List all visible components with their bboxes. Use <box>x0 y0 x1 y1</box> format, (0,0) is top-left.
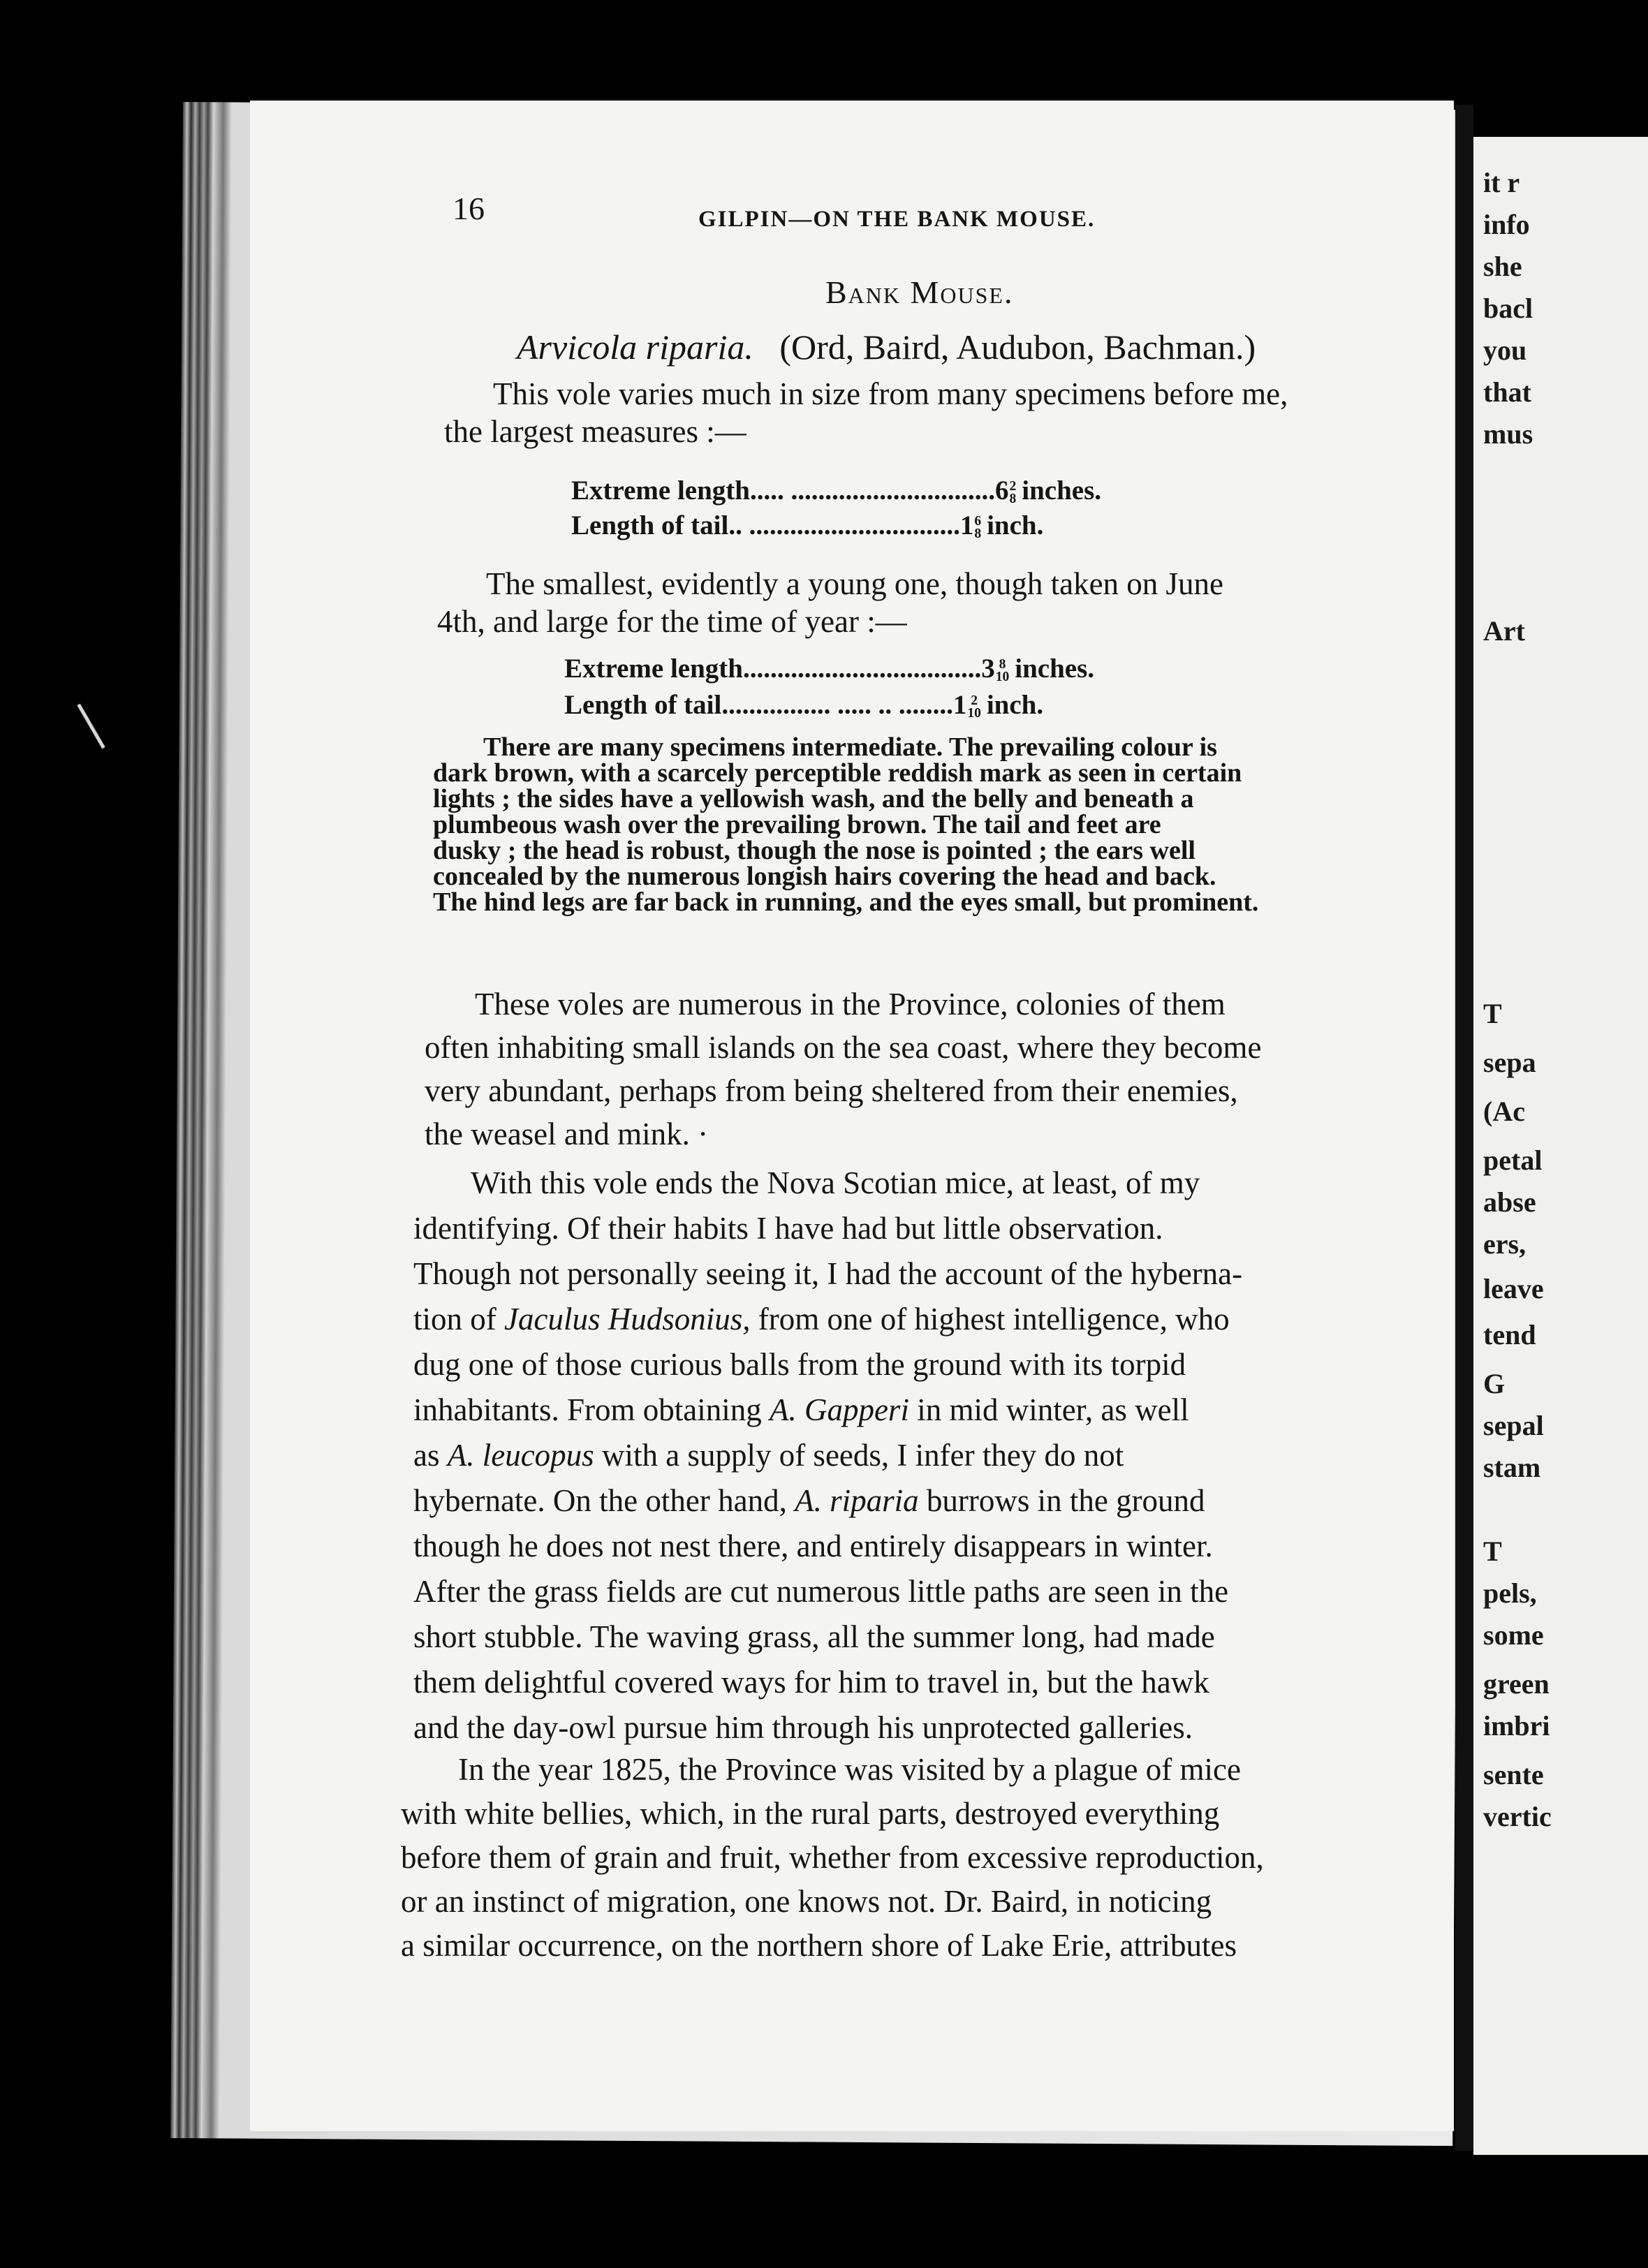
description-line: lights ; the sides have a yellowish wash, and the belly and beneath a <box>433 784 1194 813</box>
italic-taxon: A. Gapperi <box>769 1392 909 1427</box>
paragraph-line: a similar occurrence, on the northern shore of Lake Erie, attributes <box>401 1928 1237 1963</box>
measure-value <box>960 510 987 541</box>
page-number: 16 <box>453 191 485 226</box>
scan-artifact <box>77 704 105 749</box>
measure-label: Extreme length <box>564 654 743 684</box>
facing-page-fragment: mus <box>1483 418 1533 450</box>
paragraph-line: with white bellies, which, in the rural parts, destroyed everything <box>401 1796 1220 1831</box>
paragraph-line <box>413 1437 1124 1473</box>
italic-taxon: A. riparia <box>795 1483 919 1518</box>
text-run: identifying. Of their habits I have had but little observation. <box>413 1211 1163 1246</box>
leader-dots: ................................... <box>742 654 982 684</box>
paragraph-line <box>413 1528 1213 1564</box>
facing-page-fragment: G <box>1483 1368 1506 1399</box>
fraction-numerator: 2 <box>971 693 978 708</box>
paragraph-line <box>413 1619 1215 1655</box>
value-whole: 1 <box>959 510 974 540</box>
measure-unit: inch. <box>987 510 1044 540</box>
species-latin-name: Arvicola riparia. <box>517 327 753 367</box>
facing-page-fragment: it r <box>1483 167 1520 198</box>
fraction-denominator: 8 <box>974 526 982 542</box>
description-line: There are many specimens intermediate. The prevailing colour is <box>483 732 1217 762</box>
text-run: as <box>413 1438 448 1473</box>
paragraph-line <box>413 1210 1163 1246</box>
facing-page-fragment: (Ac <box>1483 1096 1525 1127</box>
facing-page-fragment: sepal <box>1483 1410 1544 1441</box>
fraction-numerator: 8 <box>999 656 1006 672</box>
measure-row <box>571 475 1101 506</box>
text-run: from one of highest intelligence, who <box>750 1302 1230 1336</box>
description-line: dusky ; the head is robust, though the nose is pointed ; the ears well <box>433 836 1195 865</box>
text-run: with a supply of seeds, I infer they do not <box>594 1438 1124 1473</box>
leader-dots: ..... .............................. <box>749 476 995 506</box>
facing-page-fragment: abse <box>1483 1186 1536 1218</box>
value-fraction <box>974 515 981 541</box>
facing-page-fragment: green <box>1483 1668 1550 1700</box>
facing-page-fragment: stam <box>1483 1452 1541 1483</box>
text-run: hybernate. On the other hand, <box>413 1483 795 1518</box>
facing-page-fragment: she <box>1483 251 1522 282</box>
italic-taxon: Jaculus Hudsonius, <box>504 1302 751 1336</box>
facing-page-fragment: ers, <box>1483 1228 1526 1260</box>
section-title: Bank Mouse. <box>825 274 1014 310</box>
measure-row <box>564 689 1043 721</box>
text-run: short stubble. The waving grass, all the summer long, had made <box>413 1619 1215 1654</box>
facing-page-fragment: pels, <box>1483 1577 1537 1609</box>
description-line: The hind legs are far back in running, and the eyes small, but prominent. <box>433 888 1259 917</box>
facing-page-fragment: that <box>1483 376 1531 408</box>
facing-page-fragment: Art <box>1483 615 1525 647</box>
text-run: inhabitants. From obtaining <box>413 1392 770 1427</box>
leader-dots: ................ ..... .. ........ <box>721 690 953 720</box>
description-line: concealed by the numerous longish hairs covering the head and back. <box>433 862 1216 891</box>
gutter-shadow <box>1455 105 1473 2151</box>
paragraph-line: before them of grain and fruit, whether from excessive reproduction, <box>401 1840 1264 1875</box>
running-title: GILPIN—ON THE BANK MOUSE. <box>698 207 1096 232</box>
paragraph-line <box>413 1664 1209 1700</box>
description-line: dark brown, with a scarcely perceptible reddish mark as seen in certain <box>433 758 1242 788</box>
text-run: With this vole ends the Nova Scotian mice, at least, of my <box>471 1165 1200 1200</box>
smallest-intro-line: The smallest, evidently a young one, though taken on June <box>486 566 1224 601</box>
intro-line: This vole varies much in size from many specimens before me, <box>493 376 1288 411</box>
fraction-denominator: 10 <box>967 706 981 721</box>
facing-page-fragment: imbri <box>1483 1710 1550 1742</box>
facing-page-fragment: sepa <box>1483 1047 1536 1078</box>
facing-page-fragment: leave <box>1483 1273 1544 1304</box>
measure-label: Length of tail <box>564 690 722 720</box>
facing-page-fragment: petal <box>1483 1144 1543 1176</box>
value-fraction <box>1009 480 1016 506</box>
species-authorities: (Ord, Baird, Audubon, Bachman.) <box>779 327 1256 367</box>
text-run: and the day-owl pursue him through his unprotected galleries. <box>413 1710 1193 1745</box>
paragraph-line: These voles are numerous in the Province, colonies of them <box>475 987 1226 1022</box>
facing-page-fragment: vertic <box>1483 1801 1552 1832</box>
paragraph-line: or an instinct of migration, one knows not. Dr. Baird, in noticing <box>401 1884 1212 1919</box>
fraction-denominator: 10 <box>995 670 1010 685</box>
facing-page-fragment: you <box>1483 334 1527 366</box>
description-line: plumbeous wash over the prevailing brown. The tail and feet are <box>433 810 1161 839</box>
text-run: though he does not nest there, and entirely disappears in winter. <box>413 1529 1213 1563</box>
measure-value <box>953 689 987 721</box>
text-run: tion of <box>413 1302 504 1336</box>
species-line <box>517 327 1256 367</box>
paragraph-line <box>413 1346 1186 1383</box>
facing-page-fragment: T <box>1483 1536 1502 1567</box>
paragraph-line: the weasel and mink. · <box>425 1117 709 1151</box>
fraction-denominator: 8 <box>1009 492 1017 507</box>
paragraph-line <box>413 1301 1230 1337</box>
paragraph-line: often inhabiting small islands on the sea coast, where they become <box>425 1030 1262 1065</box>
value-whole: 6 <box>994 476 1009 506</box>
text-run: dug one of those curious balls from the ground with its torpid <box>413 1347 1186 1382</box>
value-whole: 3 <box>981 654 995 684</box>
measure-row <box>564 653 1094 684</box>
measure-unit: inches. <box>1022 476 1101 506</box>
italic-taxon: A. leucopus <box>447 1438 594 1473</box>
paragraph-line <box>413 1709 1193 1746</box>
leader-dots: .. ............................... <box>728 510 960 540</box>
paragraph-line <box>413 1573 1228 1610</box>
measure-label: Extreme length <box>571 476 750 506</box>
measure-value <box>995 475 1022 506</box>
facing-page <box>1473 137 1648 2155</box>
facing-page-fragment: some <box>1483 1619 1544 1651</box>
text-run: After the grass fields are cut numerous little paths are seen in the <box>413 1574 1229 1609</box>
paragraph-line <box>413 1482 1205 1519</box>
facing-page-fragment: tend <box>1483 1319 1536 1350</box>
paragraph-line: very abundant, perhaps from being sheltered from their enemies, <box>425 1073 1238 1108</box>
value-whole: 1 <box>952 690 967 720</box>
smallest-intro-line: 4th, and large for the time of year :— <box>437 604 907 639</box>
paragraph-line <box>413 1392 1189 1428</box>
value-fraction <box>996 658 1010 684</box>
facing-page-fragment: T <box>1483 998 1502 1029</box>
intro-line: the largest measures :— <box>444 414 746 449</box>
measure-unit: inches. <box>1015 654 1094 684</box>
text-run: in mid winter, as well <box>908 1392 1189 1427</box>
measure-unit: inch. <box>986 690 1044 720</box>
text-run: them delightful covered ways for him to travel in, but the hawk <box>413 1665 1209 1700</box>
paragraph-line: In the year 1825, the Province was visited by a plague of mice <box>458 1752 1241 1787</box>
paragraph-line <box>471 1165 1200 1201</box>
measure-label: Length of tail <box>571 510 729 540</box>
measure-value <box>981 653 1015 684</box>
fraction-numerator: 2 <box>1009 478 1017 494</box>
measure-row <box>571 510 1043 541</box>
facing-page-fragment: sente <box>1483 1759 1544 1790</box>
text-run: burrows in the ground <box>918 1483 1205 1518</box>
facing-page-fragment: info <box>1483 209 1530 240</box>
fraction-numerator: 6 <box>974 513 982 529</box>
paragraph-line <box>413 1256 1242 1292</box>
value-fraction <box>967 695 981 721</box>
text-run: Though not personally seeing it, I had the account of the hyberna- <box>413 1256 1243 1291</box>
facing-page-fragment: bacl <box>1483 293 1533 324</box>
